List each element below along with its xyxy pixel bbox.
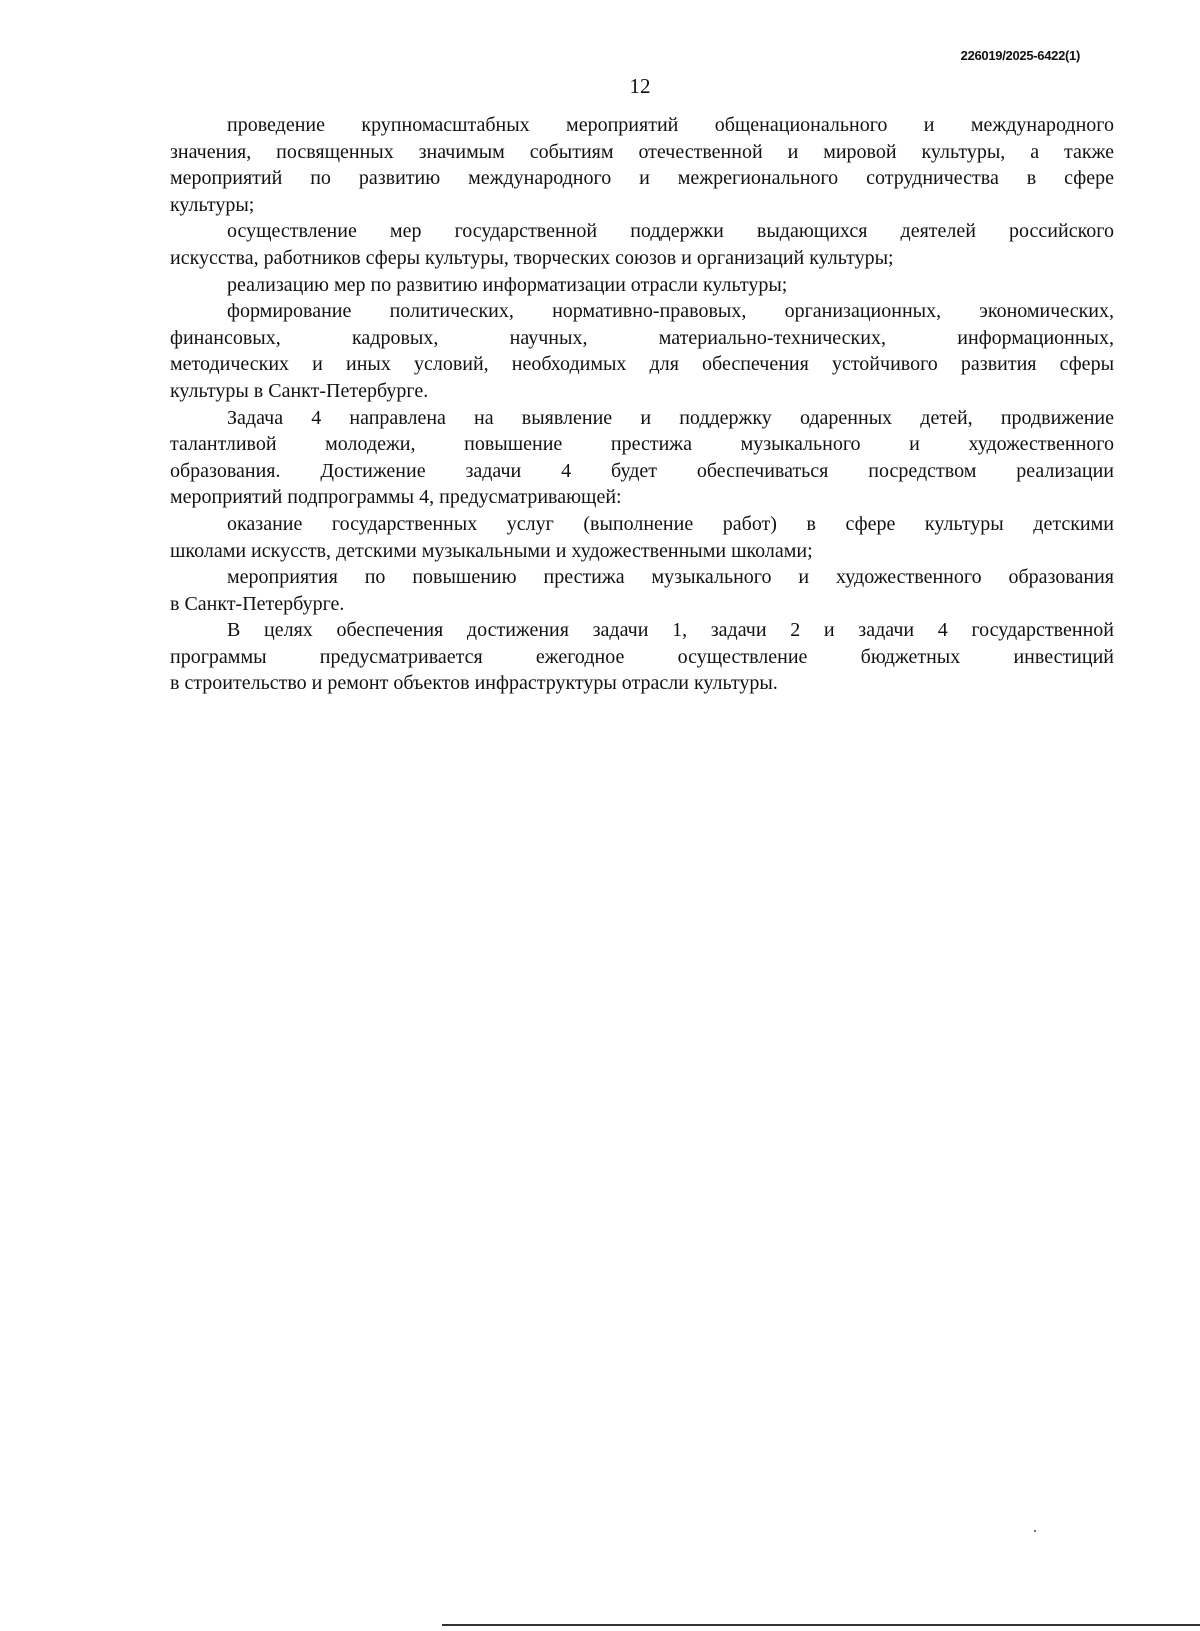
page-number: 12 — [629, 74, 651, 98]
paragraph-line: школами искусств, детскими музыкальными и художественными школами; — [170, 539, 813, 562]
paragraph-line: в Санкт-Петербурге. — [170, 592, 345, 615]
paragraph-line: программы предусматривается ежегодное осуществление бюджетных инвестиций — [170, 645, 1114, 668]
paragraph — [170, 564, 1114, 617]
paragraph — [170, 511, 1114, 564]
paragraph-line: осуществление мер государственной поддержки выдающихся деятелей российского — [227, 220, 1114, 243]
paragraph-line: талантливой молодежи, повышение престижа музыкального и художественного — [170, 433, 1114, 456]
paragraph-line: В целях обеспечения достижения задачи 1, задачи 2 и задачи 4 государственной — [227, 619, 1114, 642]
paragraph-line: проведение крупномасштабных мероприятий общенационального и международного — [227, 114, 1114, 136]
paragraph — [170, 617, 1114, 697]
paragraph-line: значения, посвященных значимым событиям отечественной и мировой культуры, а также — [170, 140, 1114, 163]
paragraph — [170, 298, 1114, 404]
paragraph-line: методических и иных условий, необходимых для обеспечения устойчивого развития сферы — [170, 353, 1114, 376]
paragraph-line: образования. Достижение задачи 4 будет обеспечиваться посредством реализации — [170, 459, 1114, 482]
paragraph-line: мероприятий по развитию международного и межрегионального сотрудничества в сфере — [170, 167, 1114, 190]
scan-speck — [1034, 1530, 1036, 1532]
document-body — [170, 112, 1114, 697]
paragraph-line: финансовых, кадровых, научных, материально-технических, информационных, — [170, 326, 1114, 349]
paragraph-line: культуры; — [170, 193, 255, 216]
document-reference-number: 226019/2025-6422(1) — [960, 48, 1080, 63]
paragraph-line: формирование политических, нормативно-правовых, организационных, экономических, — [227, 300, 1114, 323]
scan-edge-line — [442, 1624, 1200, 1626]
paragraph-line: Задача 4 направлена на выявление и поддержку одаренных детей, продвижение — [227, 406, 1114, 429]
paragraph — [170, 405, 1114, 511]
paragraph-line: искусства, работников сферы культуры, творческих союзов и организаций культуры; — [170, 246, 894, 269]
paragraph-line: мероприятий подпрограммы 4, предусматривающей: — [170, 486, 622, 509]
paragraph — [170, 272, 1114, 299]
paragraph-line: культуры в Санкт-Петербурге. — [170, 379, 429, 402]
paragraph-line: оказание государственных услуг (выполнение работ) в сфере культуры детскими — [227, 512, 1114, 535]
paragraph — [170, 112, 1114, 218]
paragraph-line: реализацию мер по развитию информатизации отрасли культуры; — [227, 273, 788, 296]
paragraph — [170, 218, 1114, 271]
paragraph-line: в строительство и ремонт объектов инфраструктуры отрасли культуры. — [170, 672, 778, 695]
paragraph-line: мероприятия по повышению престижа музыкального и художественного образования — [227, 566, 1114, 589]
